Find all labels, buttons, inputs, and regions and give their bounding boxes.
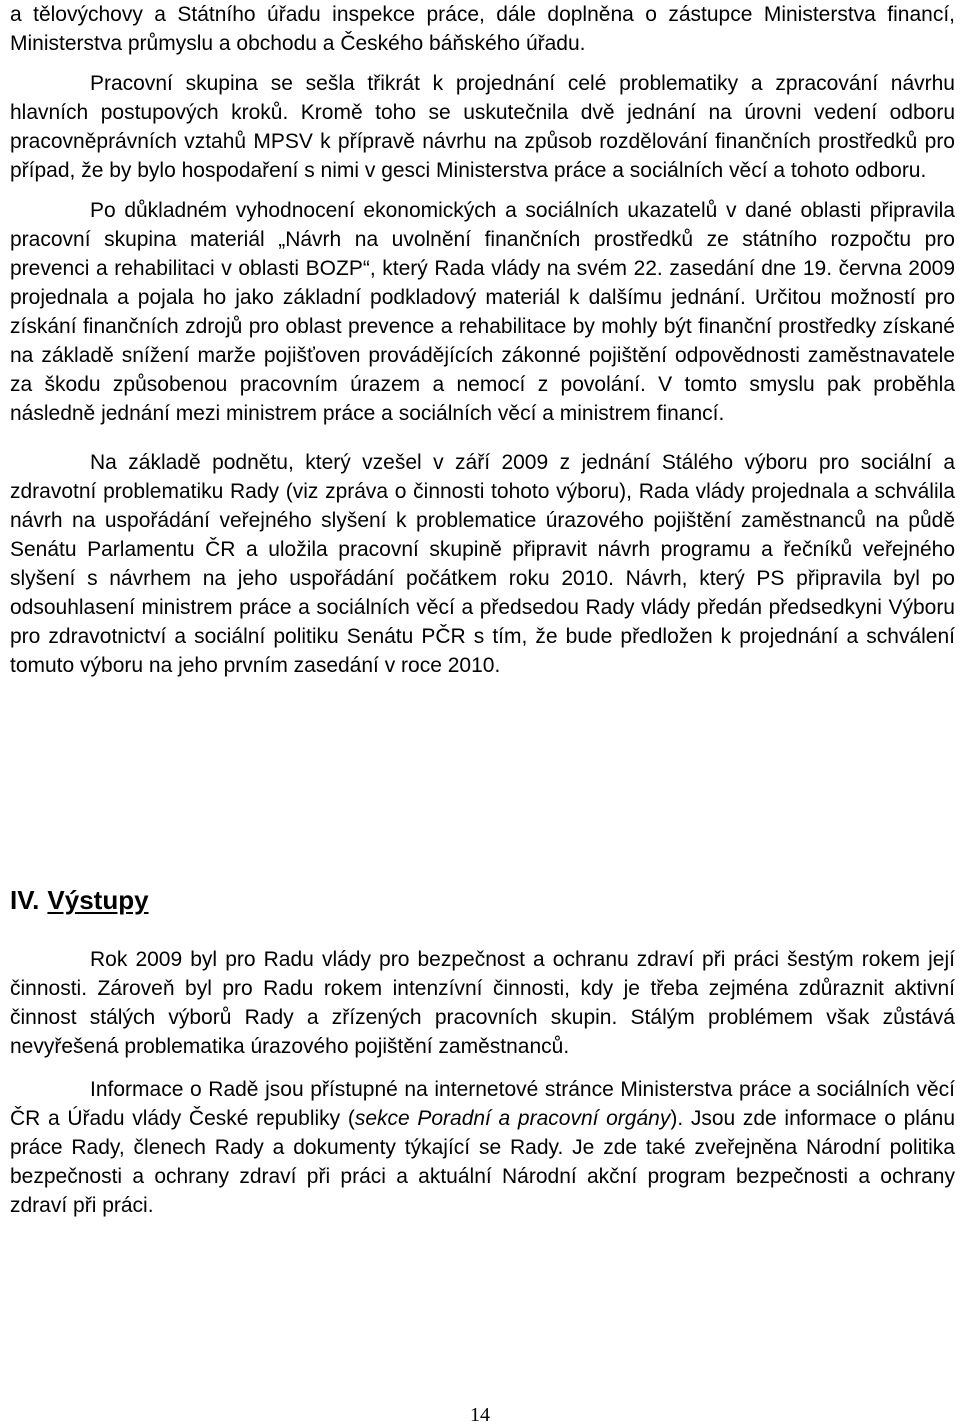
website-section-name: sekce Poradní a pracovní orgány — [354, 1107, 671, 1130]
paragraph-evaluation: Po důkladném vyhodnocení ekonomických a sociálních ukazatelů v dané oblasti připravila pracovní skupina materiál „Návrh na uvolnění finančních prostředků ze státního rozpočtu pro prevenci a rehabilitaci v oblasti BOZP“, který Rada vlády na svém 22. zasedání dne 19. června 2009 projednala a pojala ho jako základní podkladový materiál k dalšímu jednání. Určitou možností pro získání finančních zdrojů pro oblast prevence a rehabilitace by mohly být finanční prostředky získané na základě snížení marže pojišťoven provádějících zákonné pojištění odpovědnosti zaměstnavatele za škodu způsobenou pracovním úrazem a nemocí z povolání. V tomto smyslu pak proběhla následně jednání mezi ministrem práce a sociálních věcí a ministrem financí. — [10, 199, 955, 425]
paragraph-public-hearing: Na základě podnětu, který vzešel v září 2009 z jednání Stálého výboru pro sociální a zdravotní problematiku Rady (viz zpráva o činnosti tohoto výboru), Rada vlády projednala a schválila návrh na uspořádání veřejného slyšení k problematice úrazového pojištění zaměstnanců na půdě Senátu Parlamentu ČR a uložila pracovní skupině připravit návrh programu a řečníků veřejného slyšení s návrhem na jeho uspořádání počátkem roku 2010. Návrh, který PS připravila byl po odsouhlasení ministrem práce a sociálních věcí a předsedou Rady vlády předán předsedkyni Výboru pro zdravotnictví a sociální politiku Senátu PČR s tím, že bude předložen k projednání a schválení tomuto výboru na jeho prvním zasedání v roce 2010. — [10, 451, 955, 677]
paragraph-working-group: Pracovní skupina se sešla třikrát k projednání celé problematiky a zpracování návrhu hlavních postupových kroků. Kromě toho se uskutečnila dvě jednání na úrovni vedení odboru pracovněprávních vztahů MPSV k přípravě návrhu na způsob rozdělování finančních prostředků pro případ, že by bylo hospodaření s nimi v gesci Ministerstva práce a sociálních věcí a tohoto odboru. — [10, 72, 955, 182]
information-text-start: Informace o Radě jsou přístupné na internetové stránce Ministerstva práce a sociálních věcí ČR a Úřadu vlády České republiky ( — [10, 1078, 955, 1130]
paragraph-year-summary: Rok 2009 byl pro Radu vlády pro bezpečnost a ochranu zdraví při práci šestým rokem její činnosti. Zároveň byl pro Radu rokem intenzívní činnosti, kdy je třeba zejména zdůraznit aktivní činnost stálých výborů Rady a zřízených pracovních skupin. Stálým problémem však zůstává nevyřešená problematika úrazového pojištění zaměstnanců. — [10, 948, 955, 1058]
paragraph-information — [10, 1075, 955, 1220]
paragraph-continuation: a tělovýchovy a Státního úřadu inspekce práce, dále doplněna o zástupce Ministerstva financí, Ministerstva průmyslu a obchodu a Českého báňského úřadu. — [10, 3, 955, 55]
section-number: IV. — [10, 885, 40, 915]
section-title: Výstupy — [47, 885, 149, 915]
page-number: 14 — [470, 1404, 490, 1426]
information-text-end: ). Jsou zde informace o plánu práce Rady, členech Rady a dokumenty týkající se Rady. Je zde také zveřejněna Národní politika bezpečnosti a ochrany zdraví při práci a aktuální Národní akční program bezpečnosti a ochrany zdraví při práci. — [10, 1107, 956, 1217]
top-text-block — [10, 0, 955, 680]
bottom-text-block — [10, 945, 955, 1220]
section-heading — [10, 884, 149, 916]
